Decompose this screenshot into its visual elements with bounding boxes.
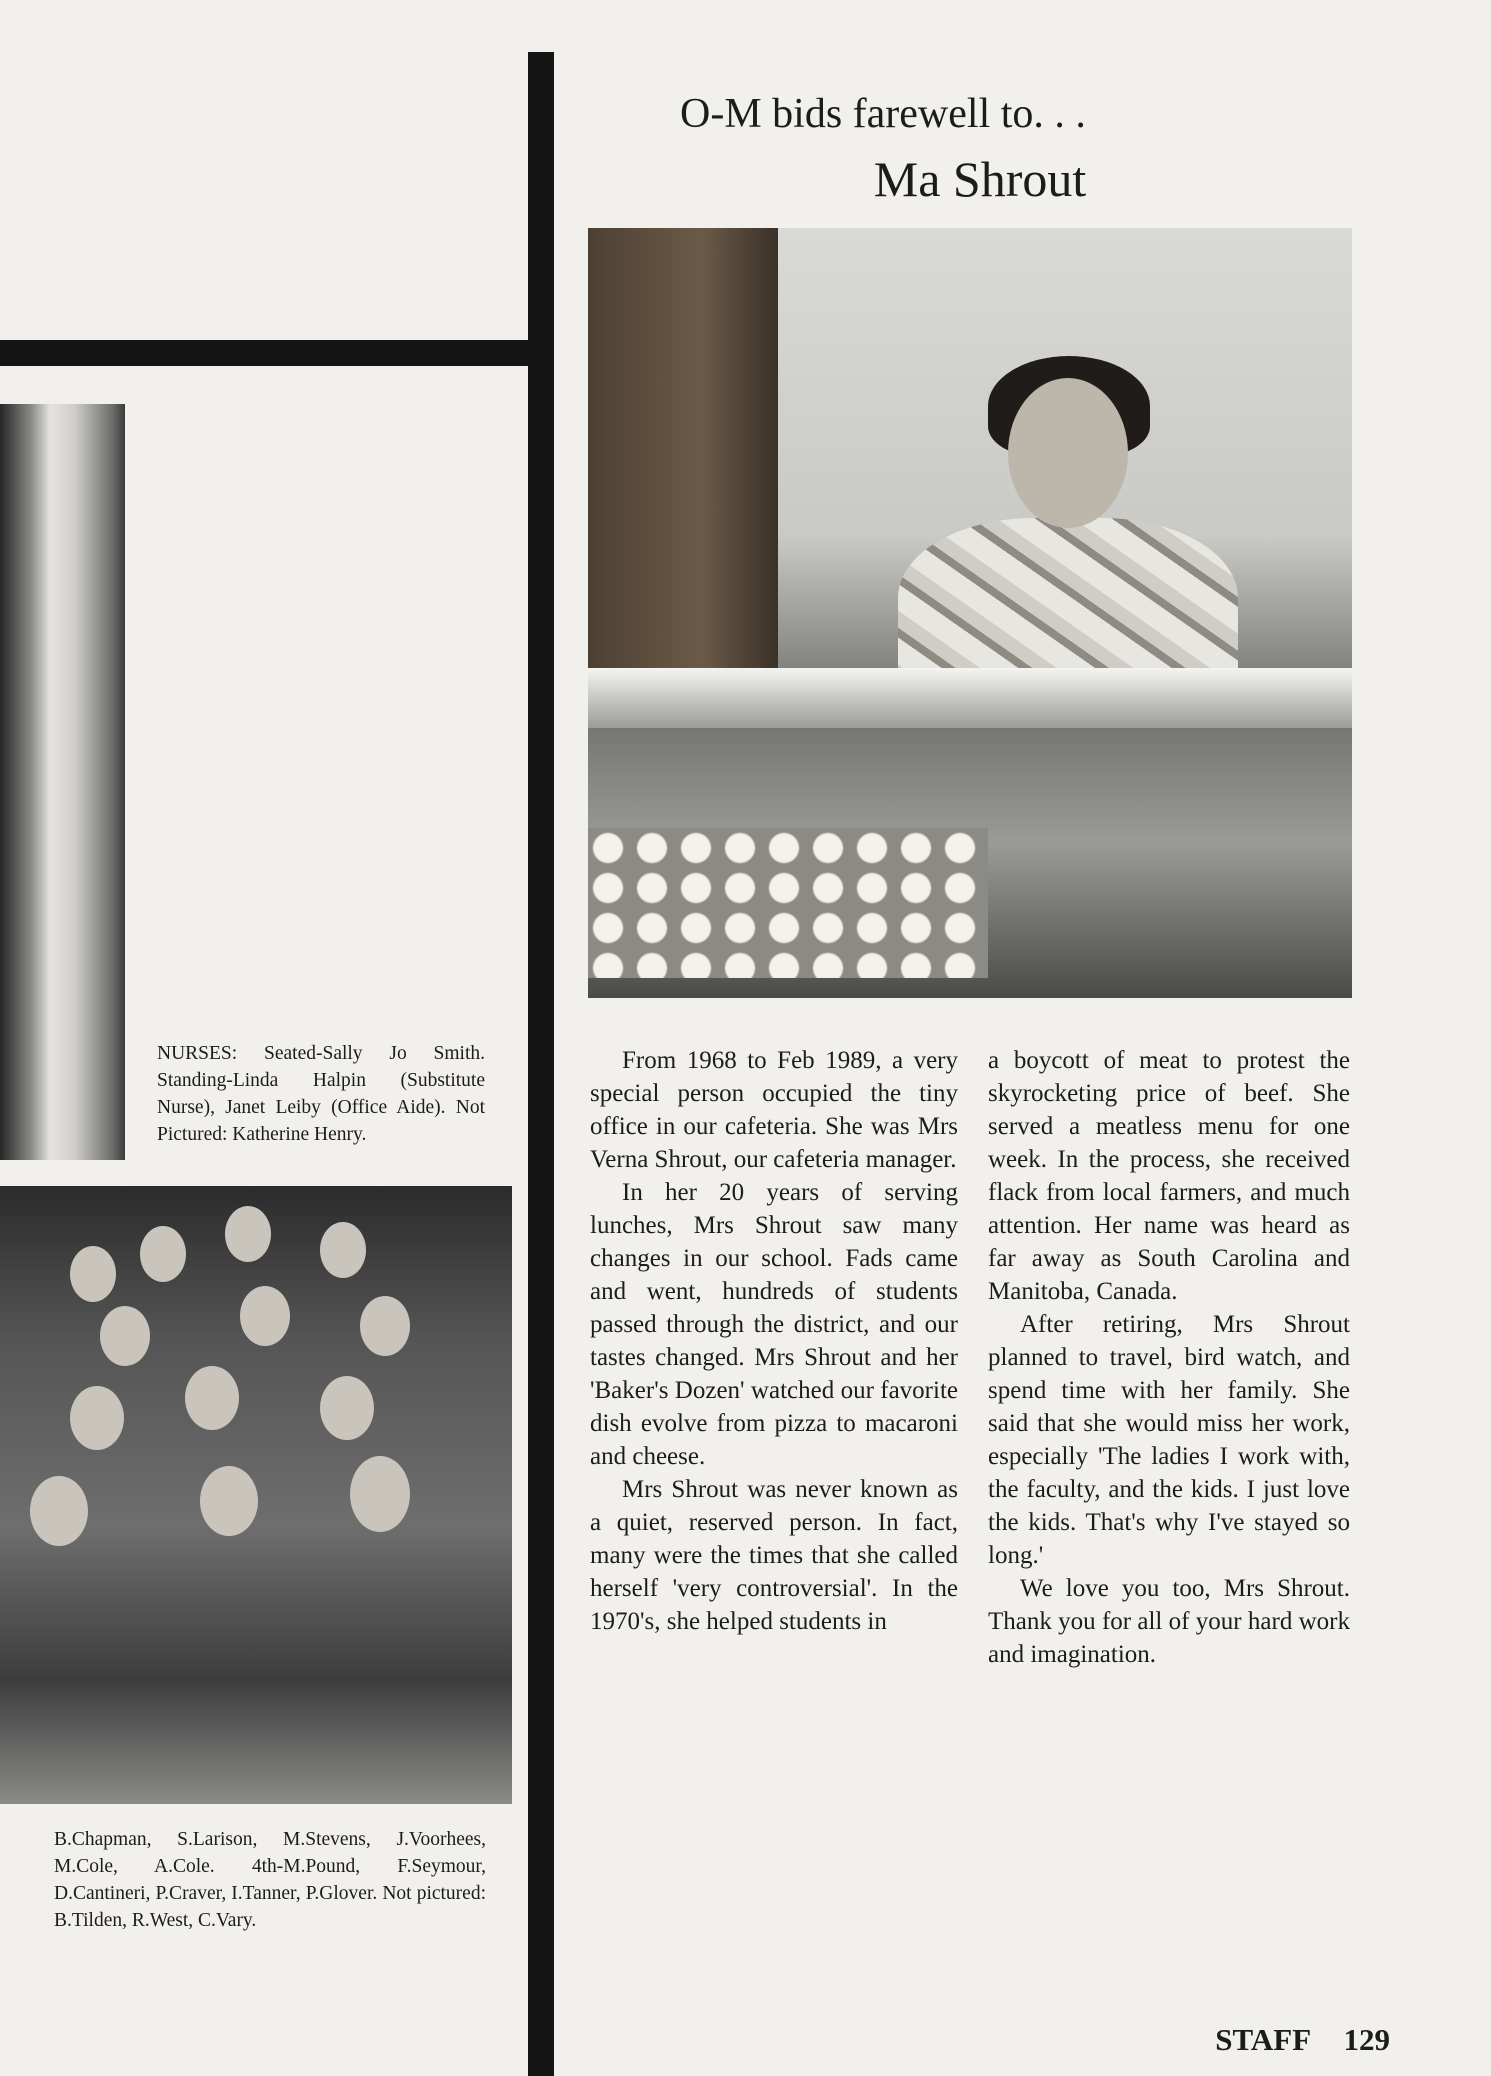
article-paragraph: In her 20 years of serving lunches, Mrs Shrout saw many changes in our school. Fads came and went, hundreds of students passed through the district, and our tastes changed. Mrs Shrout and her 'Baker's Dozen' watched our favorite dish evolve from pizza to macaroni and cheese. (590, 1179, 958, 1470)
article-kicker: O-M bids farewell to. . . (680, 91, 1086, 137)
page-folio (1180, 2022, 1390, 2058)
article-column-2 (988, 1044, 1350, 1671)
photo-cafeteria-manager (588, 228, 1352, 998)
article-paragraph: After retiring, Mrs Shrout planned to travel, bird watch, and spend time with her family. She said that she would miss her work, especially 'The ladies I work with, the faculty, and the kids. I just love the kids. That's why I've stayed so long.' (988, 1311, 1350, 1569)
caption-nurses: NURSES: Seated-Sally Jo Smith. Standing-Linda Halpin (Substitute Nurse), Janet Leiby (Office Aide). Not Pictured: Katherine Henry. (157, 1043, 485, 1145)
section-label: STAFF (1215, 2022, 1310, 2057)
article-title (680, 150, 1280, 208)
photo-nurses (0, 404, 125, 1160)
article-title-text: Ma Shrout (873, 151, 1087, 207)
article-paragraph: We love you too, Mrs Shrout. Thank you for all of your hard work and imagination. (988, 1575, 1350, 1668)
caption-staff: B.Chapman, S.Larison, M.Stevens, J.Voorhees, M.Cole, A.Cole. 4th-M.Pound, F.Seymour, D.Cantineri, P.Craver, I.Tanner, P.Glover. Not pictured: B.Tilden, R.West, C.Vary. (54, 1829, 486, 1931)
article-column-1 (590, 1044, 958, 1638)
article-paragraph: Mrs Shrout was never known as a quiet, reserved person. In fact, many were the times that she called herself 'very controversial'. In the 1970's, she helped students in (590, 1476, 958, 1635)
article-paragraph: a boycott of meat to protest the skyrocketing price of beef. She served a meatless menu for one week. In the process, she received flack from local farmers, and much attention. Her name was heard as far away as South Carolina and Manitoba, Canada. (988, 1047, 1350, 1305)
photo-staff-group (0, 1186, 512, 1804)
article-paragraph: From 1968 to Feb 1989, a very special person occupied the tiny office in our cafeteria. She was Mrs Verna Shrout, our cafeteria manager. (590, 1047, 958, 1173)
horizontal-divider (0, 340, 554, 366)
page-number: 129 (1343, 2022, 1390, 2057)
